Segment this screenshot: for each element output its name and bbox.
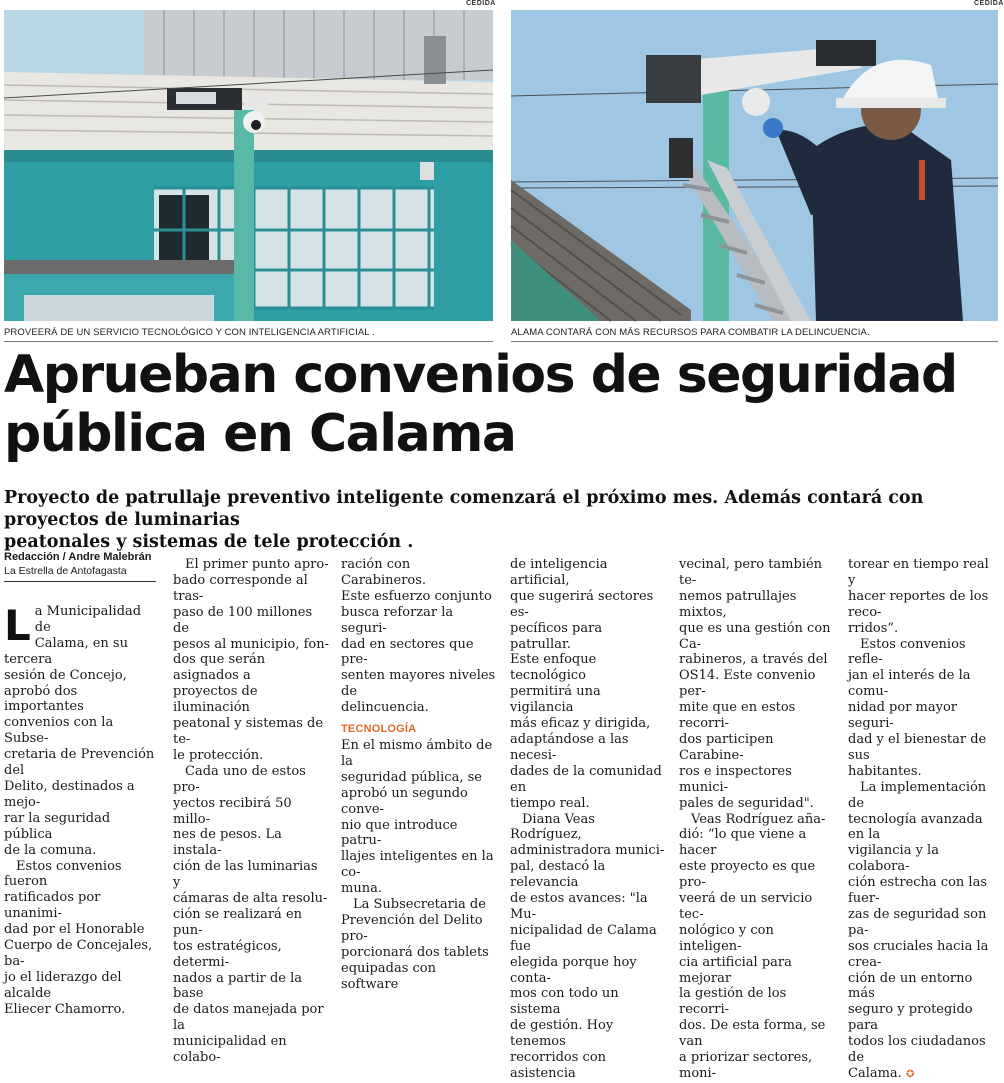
text-line: peatonal y sistemas de te- xyxy=(173,716,324,747)
text-line: sesión de Concejo, xyxy=(4,667,127,683)
article-col2-p1 xyxy=(173,557,329,764)
text-line: elegida porque hoy conta- xyxy=(510,954,637,986)
deck-line-1: Proyecto de patrullaje preventivo inteligente comenzará el próximo mes. Además contará con proyectos de luminarias xyxy=(4,488,924,530)
article-col4-p1 xyxy=(510,557,666,812)
article-col3-p3 xyxy=(341,897,497,992)
text-line: Veas Rodríguez aña- xyxy=(691,811,826,827)
text-line: bado corresponde al tras- xyxy=(173,572,308,604)
text-line: ción se realizará en pun- xyxy=(173,906,303,938)
article-column-3 xyxy=(341,557,497,992)
article-column-4 xyxy=(510,557,666,1082)
text-line: ros e inspectores munici- xyxy=(679,763,792,795)
photo-credit-left: CEDIDA xyxy=(466,0,496,7)
text-line: nio que introduce patru- xyxy=(341,817,458,849)
text-line: nados a partir de la base xyxy=(173,970,303,1002)
text-line: nidad por mayor seguri- xyxy=(848,700,958,732)
text-line: seguro y protegido para xyxy=(848,1002,973,1034)
text-line: todos los ciudadanos de xyxy=(848,1034,986,1066)
text-line: de datos manejada por la xyxy=(173,1002,324,1034)
text-line: ración con Carabineros. xyxy=(341,557,427,588)
text-line: nes de pesos. La instala- xyxy=(173,827,282,859)
text-line: busca reforzar la seguri- xyxy=(341,604,454,636)
article-col1-p2 xyxy=(4,859,156,1018)
text-line: Delito, destinados a mejo- xyxy=(4,778,135,810)
article-col2-p2 xyxy=(173,764,329,1066)
text-line: llajes inteligentes en la co- xyxy=(341,849,494,881)
text-line: rar la seguridad pública xyxy=(4,810,111,842)
text-line: pales de seguridad". xyxy=(679,795,814,811)
text-line: a Municipalidad de xyxy=(34,604,142,635)
text-line: tos estratégicos, determi- xyxy=(173,938,282,970)
text-line: cretaria de Prevención del xyxy=(4,747,155,779)
text-line: dad en sectores que pre- xyxy=(341,636,474,668)
text-line: Estos convenios fueron xyxy=(4,858,122,890)
article-col1-p1 xyxy=(4,601,156,859)
text-line: cia artificial para mejorar xyxy=(679,954,792,986)
section-subhead xyxy=(341,721,497,738)
text-line: dos. De esta forma, se van xyxy=(679,1018,826,1050)
text-line: mos con todo un sistema xyxy=(510,986,619,1018)
text-line: La Subsecretaria de xyxy=(353,897,486,913)
byline-outlet: La Estrella de Antofagasta xyxy=(4,565,127,577)
text-line: sos cruciales hacia la crea- xyxy=(848,938,989,970)
text-line: a priorizar sectores, moni- xyxy=(679,1050,813,1081)
text-line: vigilancia y la colabora- xyxy=(848,843,939,875)
text-line: ción estrecha con las fuer- xyxy=(848,875,987,907)
text-line: senten mayores niveles de xyxy=(341,668,496,700)
deck-line-2: peatonales y sistemas de tele protección . xyxy=(4,532,414,552)
text-line: de inteligencia artificial, xyxy=(510,557,608,588)
text-line: adaptándose a las necesi- xyxy=(510,731,629,763)
article-column-6 xyxy=(848,557,1000,1083)
article-col5-p1 xyxy=(679,557,835,812)
text-line: recorridos con asistencia xyxy=(510,1050,607,1081)
text-line: dad y el bienestar de sus xyxy=(848,731,987,763)
text-line: municipalidad en colabo- xyxy=(173,1034,287,1066)
article-column-5 xyxy=(679,557,835,1082)
text-line: convenios con la Subse- xyxy=(4,715,114,747)
text-line: jo el liderazgo del alcalde xyxy=(4,969,122,1001)
text-line: que sugerirá sectores es- xyxy=(510,588,654,620)
text-line: pecíficos para patrullar. xyxy=(510,620,603,652)
article-column-2 xyxy=(173,557,329,1066)
text-line: Prevención del Delito pro- xyxy=(341,912,483,944)
text-line: nológico y con inteligen- xyxy=(679,922,774,954)
text-line: zas de seguridad son pa- xyxy=(848,906,987,938)
text-line: de estos avances: "la Mu- xyxy=(510,891,648,922)
drop-cap: L xyxy=(4,601,31,650)
text-line: ción de un entorno más xyxy=(848,970,973,1002)
text-line: veerá de un servicio tec- xyxy=(679,891,813,922)
text-line: tiempo real. xyxy=(510,795,590,811)
byline xyxy=(4,550,158,578)
text-line: equipadas con software xyxy=(341,960,436,992)
photo-streetlight-camera xyxy=(4,10,493,321)
text-line: El primer punto apro- xyxy=(185,557,329,572)
text-line: dos participen Carabine- xyxy=(679,731,774,763)
text-line: Cada uno de estos pro- xyxy=(173,763,306,795)
headline xyxy=(4,346,994,464)
text-line: este proyecto es que pro- xyxy=(679,859,816,891)
article-col5-p2 xyxy=(679,812,835,1082)
text-line: pal, destacó la relevancia xyxy=(510,859,606,891)
deck-summary xyxy=(4,487,999,553)
text-line: porcionará dos tablets xyxy=(341,944,489,960)
text-line: aprobó un segundo conve- xyxy=(341,785,468,817)
text-line: vecinal, pero también te- xyxy=(679,557,823,588)
article-col3-p2 xyxy=(341,738,497,897)
caption-rule-right xyxy=(511,341,998,342)
photo-credit-right: CEDIDA xyxy=(974,0,1004,7)
text-line: dió: “lo que viene a hacer xyxy=(679,827,807,859)
byline-rule xyxy=(4,581,156,582)
article-col3-p1 xyxy=(341,557,497,716)
article-column-1 xyxy=(4,601,156,1018)
text-line: Calama, en su tercera xyxy=(4,635,128,667)
text-line: hacer reportes de los reco- xyxy=(848,588,989,620)
text-line: paso de 100 millones de xyxy=(173,604,313,636)
text-line: Eliecer Chamorro. xyxy=(4,1001,126,1017)
headline-line-1: Aprueban convenios de seguridad xyxy=(4,345,957,405)
text-line: tecnología avanzada en la xyxy=(848,811,983,843)
article-col6-p3 xyxy=(848,780,1000,1083)
text-line: que es una gestión con Ca- xyxy=(679,620,831,652)
text-line: Estos convenios refle- xyxy=(848,636,966,668)
article-col4-p2 xyxy=(510,812,666,1082)
byline-author: Redacción / Andre Malebrán xyxy=(4,551,152,563)
text-line: proyectos de iluminación xyxy=(173,684,258,716)
text-line: aprobó dos importantes xyxy=(4,683,84,715)
text-line: de la comuna. xyxy=(4,842,97,858)
text-line: Calama. xyxy=(848,1066,902,1081)
text-line: ratificados por unanimi- xyxy=(4,890,101,922)
text-line: más eficaz y dirigida, xyxy=(510,716,651,732)
text-line: rabineros, a través del xyxy=(679,652,828,668)
photo-caption-left: PROVEERÁ DE UN SERVICIO TECNOLÓGICO Y CON INTELIGENCIA ARTIFICIAL . xyxy=(4,327,375,338)
text-line: Cuerpo de Concejales, ba- xyxy=(4,938,153,969)
text-line: pesos al municipio, fon- xyxy=(173,636,329,652)
text-line: administradora munici- xyxy=(510,843,665,859)
caption-rule-left xyxy=(4,341,493,342)
text-line: Este enfoque tecnológico xyxy=(510,652,597,684)
text-line: le protección. xyxy=(173,747,264,763)
text-line: seguridad pública, se xyxy=(341,769,482,785)
text-line: dos que serán asignados a xyxy=(173,652,266,684)
text-line: mite que en estos recorri- xyxy=(679,700,796,732)
text-line: Diana Veas Rodríguez, xyxy=(510,811,595,843)
text-line: ción de las luminarias y xyxy=(173,859,318,891)
text-line: habitantes. xyxy=(848,763,922,779)
photo-caption-right: ALAMA CONTARÁ CON MÁS RECURSOS PARA COMBATIR LA DELINCUENCIA. xyxy=(511,327,870,338)
article-col6-p2 xyxy=(848,637,1000,780)
text-line: de gestión. Hoy tenemos xyxy=(510,1018,614,1050)
text-line: cámaras de alta resolu- xyxy=(173,891,328,907)
text-line: nicipalidad de Calama fue xyxy=(510,922,657,954)
text-line: La implementación de xyxy=(848,779,987,811)
text-line: dades de la comunidad en xyxy=(510,763,662,795)
photo-technician-ladder xyxy=(511,10,998,321)
text-line: torear en tiempo real y xyxy=(848,557,989,588)
text-line: OS14. Este convenio per- xyxy=(679,668,816,700)
text-line: delincuencia. xyxy=(341,700,429,716)
text-line: dad por el Honorable xyxy=(4,922,145,938)
text-line: rridos”. xyxy=(848,620,899,636)
text-line: nemos patrullajes mixtos, xyxy=(679,588,797,620)
text-line: muna. xyxy=(341,881,382,897)
text-line: la gestión de los recorri- xyxy=(679,986,787,1018)
subhead-tecnologia: TECNOLOGÍA xyxy=(341,723,417,736)
article-col6-p1 xyxy=(848,557,1000,637)
text-line: permitirá una vigilancia xyxy=(510,684,601,716)
text-line: jan el interés de la comu- xyxy=(848,668,971,700)
text-line: yectos recibirá 50 millo- xyxy=(173,795,292,827)
text-line: En el mismo ámbito de la xyxy=(341,737,493,769)
headline-line-2: pública en Calama xyxy=(4,404,516,464)
text-line: Este esfuerzo conjunto xyxy=(341,588,492,604)
end-mark-icon: ✪ xyxy=(905,1069,915,1080)
